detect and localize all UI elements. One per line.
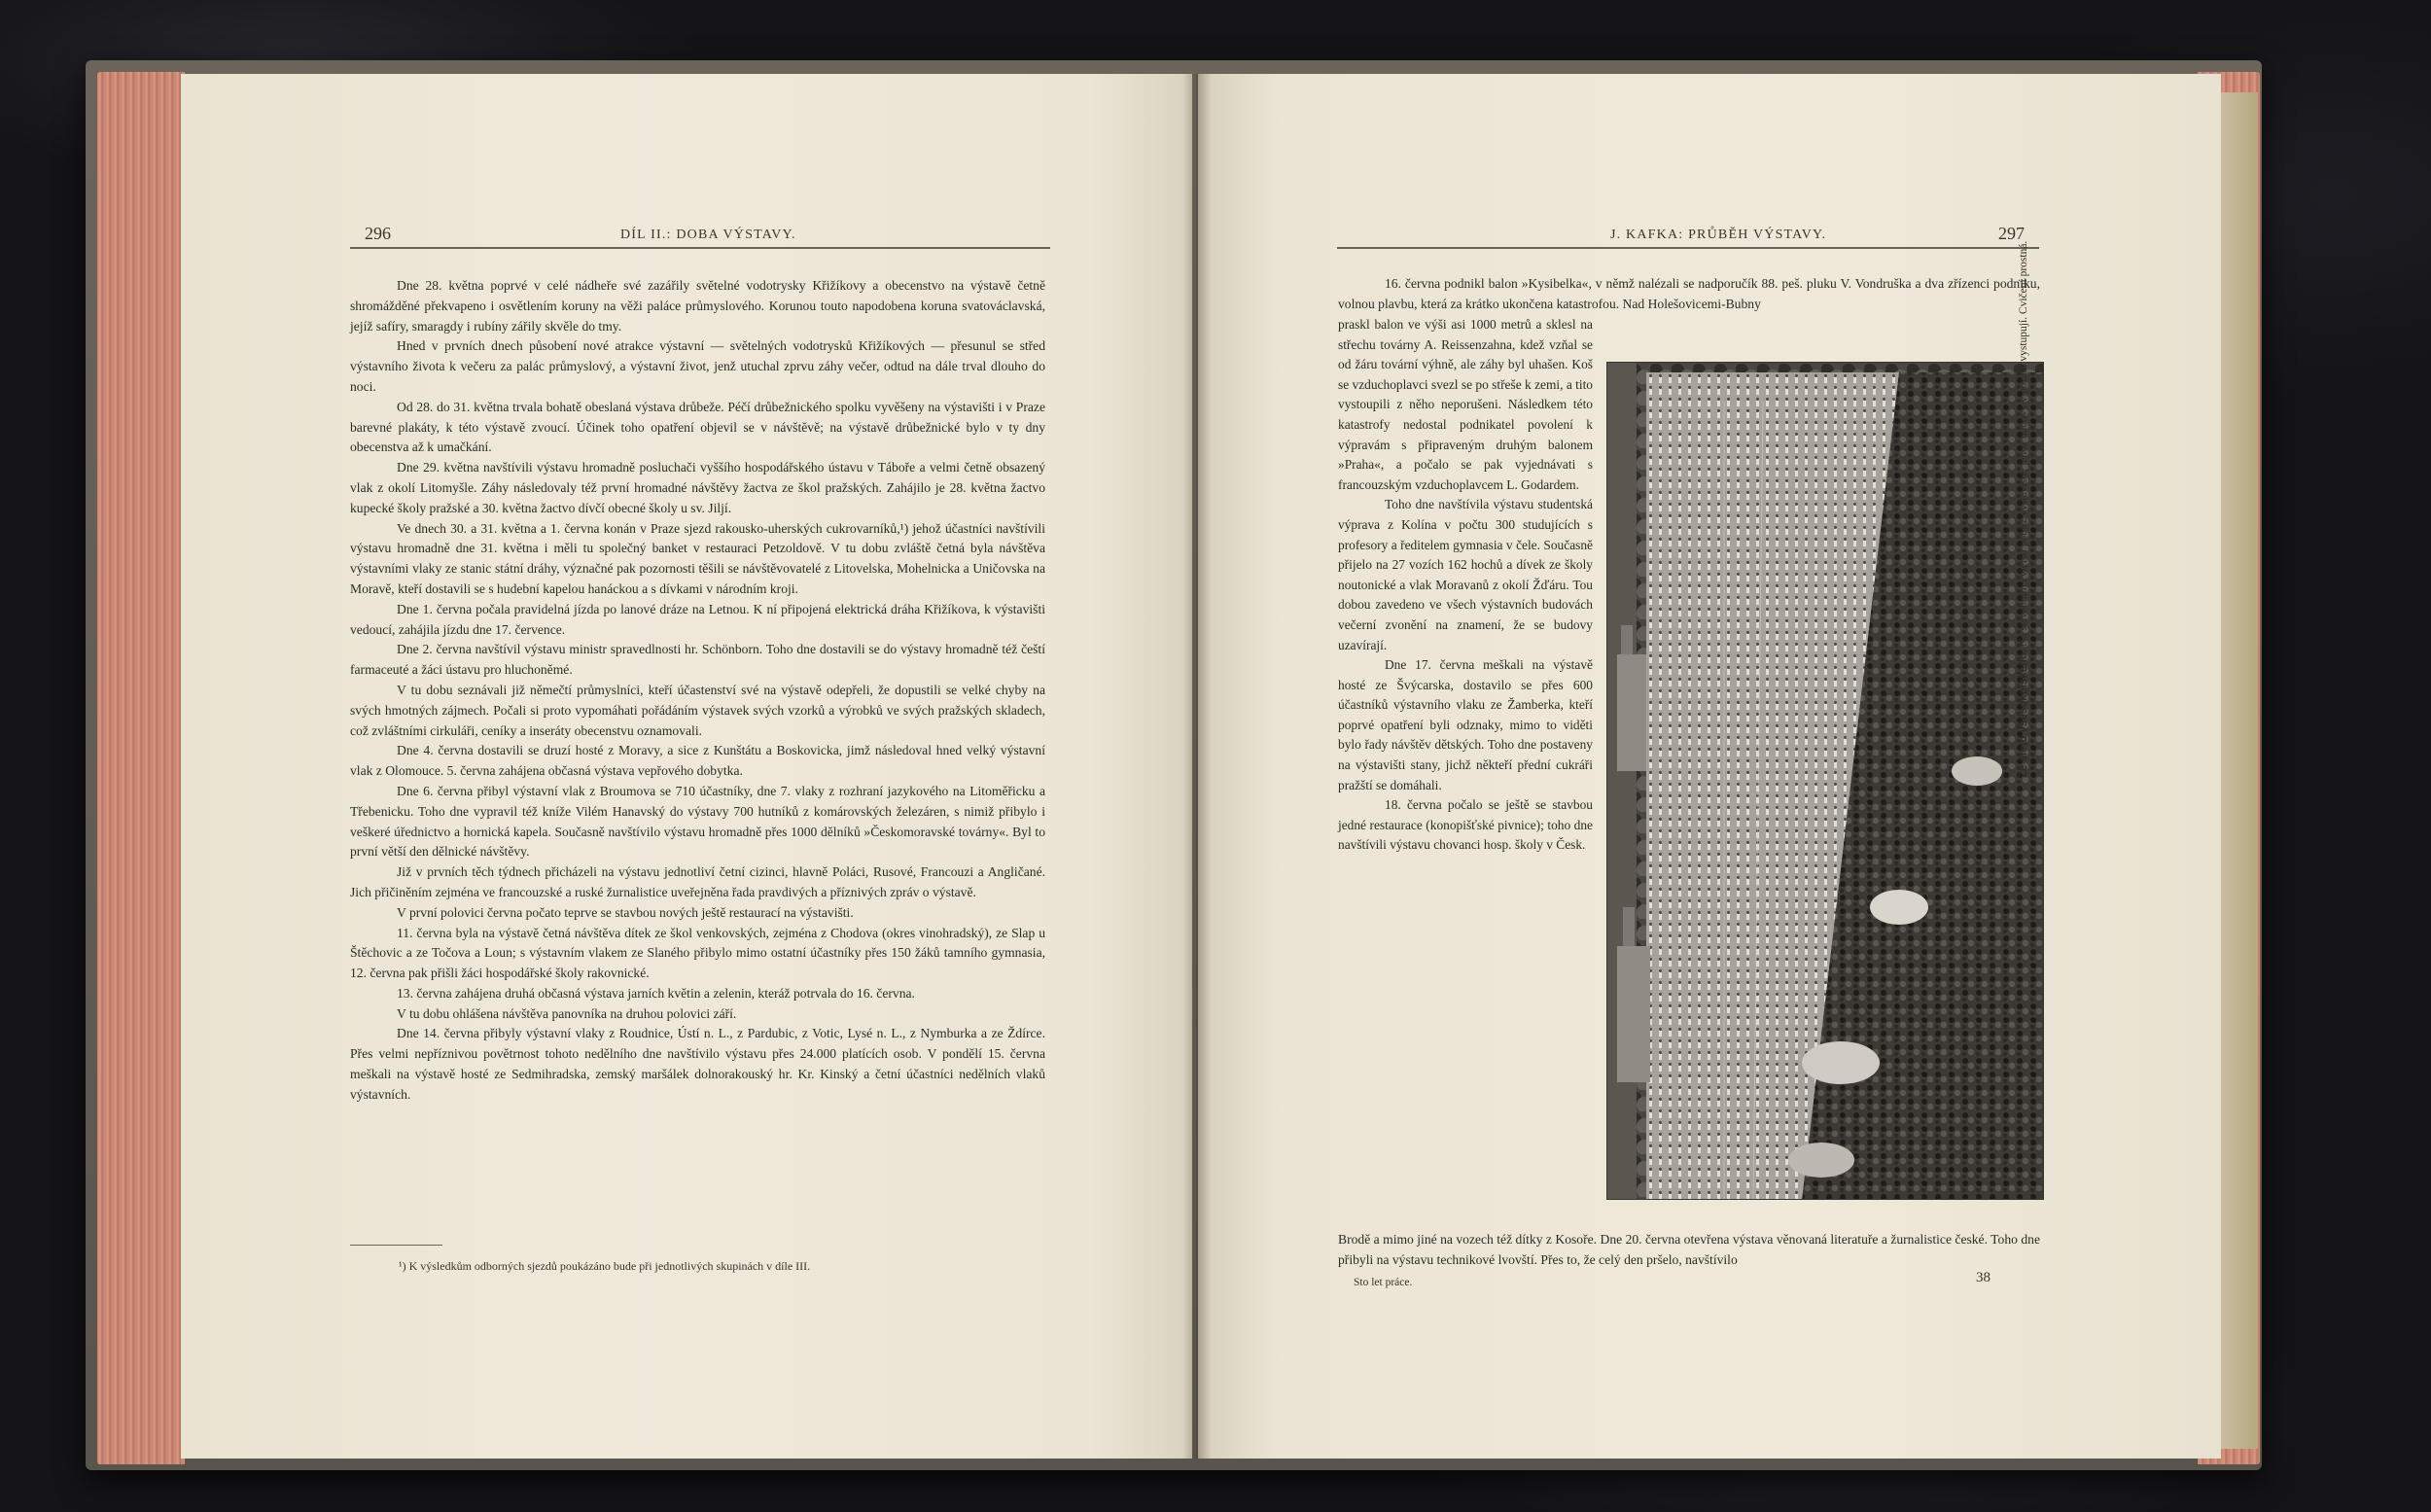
paragraph: praskl balon ve výši asi 1000 metrů a sklesl na střechu továrny A. Reissenzahna, kdež vzňal se od žáru tovární výhně, ale záhy byl uhašen. Koš se vzduchoplavci svezl se po střeše k zemi, a tito vystoupili z něho neporušeni. Následkem této katastrofy nedostal podnikatel povolení k výpravám s připraveným druhým balonem »Praha«, a počalo se pak vyjednávati s francouzským vzduchoplavcem L. Godardem. [1338,317,1593,492]
right-page-stack [2219,92,2258,1449]
paragraph: Dne 29. května navštívili výstavu hromadně posluchači vyššího hospodářského ústavu v Táboře a velmi četně obsazený vlak z okolí Litomyšle. Záhy následovaly též první hromadné návštěvy žactva ze škol pražských. Zahájilo je 28. května žactvo kupecké školy pražské a 30. května žactvo dívčí obecné školy u sv. Jiljí. [350,460,1045,515]
right-bottom-text [1338,1230,2040,1271]
paragraph: 11. června byla na výstavě četná návštěva dítek ze škol venkovských, zejména z Chodova (okres vinohradský), ze Slap u Štěchovic a ze Točova a Loun; s výstavním vlakem ze Slaného přibylo mimo ostatní účastníky přes 150 žáků tamního gymnasia, 12. června pak přišli žáci hospodářské školy rakovnické. [350,925,1045,981]
paragraph: Dne 6. června přibyl výstavní vlak z Broumova se 710 účastníky, dne 7. vlaky z rozhraní jazykového na Litoměřicku a Třebenicku. Toho dne vypravil též kníže Vilém Hanavský do výstavy 700 hutníků z komárovských železáren, s nimiž přibylo i veškeré úřednictvo a hornická kapela. Současně navštívilo výstavu hromadně přes 1000 dělníků »Českomoravské továrny«. Byl to první větší den dělnické návštěvy. [350,783,1045,860]
paragraph: Toho dne navštívila výstavu studentská výprava z Kolína v počtu 300 studujících s profesory a ředitelem gymnasia v čele. Současně přijelo na 27 vozích 162 hochů a dívek ze školy noutonické a vlak Moravanů z okolí Žďáru. Tou dobou zavedeno ve všech výstavních budovách večerní zvonění na znamení, že se budovy uzavírají. [1338,497,1593,652]
paragraph: Dne 1. června počala pravidelná jízda po lanové dráze na Letnou. K ní připojená elektrická dráha Křižíkova, k výstavišti vedoucí, zahájila jízdu dne 17. července. [350,601,1045,637]
right-intro-text [1338,274,2040,315]
right-running-head: J. KAFKA: PRŮBĚH VÝSTAVY. [1610,228,1827,242]
caption-text: Na stavebním cvičišti poblíž výstaviště, jehož budovy v pozadí vystupují. Cvičení prostná. [2018,240,2029,647]
left-header-rule [350,247,1050,249]
left-page-number: 296 [365,224,391,243]
paragraph: 18. června počalo se ještě se stavbou jedné restaurace (konopišťské pivnice); toho dne navštívili výstavu chovanci hosp. školy v Česk. [1338,797,1593,853]
paragraph: Dne 14. června přibyly výstavní vlaky z Roudnice, Ústí n. L., z Pardubic, z Votic, Lysé n. L., z Nymburka a ze Ždírce. Přes velmi nepříznivou povětrnost tohoto nedělního dne navštívilo výstavu přes 24.000 platících osob. V pondělí 15. června meškali na výstavě hosté ze Sedmihradska, zemský maršálek dolnorakouský hr. Kr. Kinský a četní účastníci nedělních vlaků výstavních. [350,1026,1045,1102]
footnote-rule [350,1245,442,1246]
photograph-sokol-gathering [1606,362,2044,1200]
paragraph: V tu dobu seznávali již němečtí průmyslníci, kteří účastenství své na výstavě odepřeli, že dopustili se velké chyby na svých hmotných zájmech. Počali si proto vypomáhati pořádáním výstavek svých vzorků a výrobků ve svých pražských skladech, což zvláštními cirkuláři, ceníky a inseráty obecenstvu oznamovali. [350,682,1045,738]
right-page-number: 297 [1998,224,2025,243]
paragraph: Již v prvních těch týdnech přicházeli na výstavu jednotliví četní cizinci, hlavně Poláci, Rusové, Francouzi a Angličané. Jich přičiněním zejména ve francouzské a ruské žurnalistice uveřejněna řada pravdivých a příznivých zpráv o výstavě. [350,864,1045,899]
footnote: ¹) K výsledkům odborných sjezdů poukázáno bude při jednotlivých skupinách v díle III. [399,1259,811,1273]
paragraph: Od 28. do 31. května trvala bohatě obeslaná výstava drůbeže. Péčí drůbežnického spolku vyvěšeny na výstavišti i v Praze barevné plakáty, k této výstavě zvoucí. Účinek toho opatření objevil se v návštěvě; na výstavě drůbežnické bylo v ty dny obecenstva až k umačkání. [350,399,1045,455]
paragraph: Brodě a mimo jiné na vozech též dítky z Kosoře. Dne 20. června otevřena výstava věnovaná literatuře a žurnalistice české. Toho dne přibyli na výstavu technikové lvovští. Přes to, že celý den pršelo, navštívilo [1338,1232,2040,1267]
paragraph: V první polovici června počato teprve se stavbou nových ještě restaurací na výstavišti. [397,904,854,920]
caption-title: Ze sletu všesokolského. [2018,649,2029,778]
sheet-number: 38 [1976,1270,1991,1285]
paragraph: 13. června zahájena druhá občasná výstava jarních květin a zelenin, kteráž potrvala do 16. června. [397,985,915,1001]
paragraph: V tu dobu ohlášena návštěva panovníka na druhou polovici září. [397,1005,737,1021]
book-gutter [1182,74,1212,1459]
right-header-rule [1337,247,2039,249]
paragraph: Dne 2. června navštívil výstavu ministr spravedlnosti hr. Schönborn. Toho dne dostavili se do výstavy hromadně též čeští farmaceuté a žáci ústavu pro hluchoněmé. [350,642,1045,678]
paragraph: Dne 17. června meškali na výstavě hosté ze Švýcarska, dostavilo se přes 600 účastníků výstavního vlaku ze Žamberka, kteří poprvé opatření byli odznaky, mimo to viděti bylo řady návštěv dětských. Toho dne postaveny na výstavišti stany, jichž někteří přední cukráři pražští se domáhali. [1338,657,1593,792]
left-body-text [350,276,1045,1106]
left-running-head: DÍL II.: DOBA VÝSTAVY. [620,228,796,242]
paragraph: Ve dnech 30. a 31. května a 1. června konán v Praze sjezd rakousko-uherských cukrovarníků,¹) jehož účastníci navštívili výstavu hromadně dne 31. května i měli tu společný banket v restauraci Petzoldově. V tu dobu zvláště četná byla návštěva výstavními vlaky ze stanic státní dráhy, význačné pak pozornosti těšili se návštěvovatelé z Litovelska, Mohelnicka a Uničovska na Moravě, kteří dostavili se s hudební kapelou hanáckou a s dívkami v národním kroji. [350,520,1045,596]
paragraph: Hned v prvních dnech působení nové atrakce výstavní — světelných vodotrysků Křižíkových — přesunul se střed výstavního života k večeru za palác průmyslový, a výstavní život, jenž utuchal zprvu záhy večer, odtud na dále trval dlouho do noci. [350,338,1045,394]
paragraph: 16. června podnikl balon »Kysibelka«, v němž nalézali se nadporučík 88. peš. pluku V. Vondruška a dva zřízenci podniku, volnou plavbu, která za krátko ukončena katastrofou. Nad Holešovicemi-Bubny [1338,276,2040,311]
photo-caption [2018,175,2029,778]
page-edges-left [97,72,185,1464]
right-column-text [1338,315,1593,856]
signature-line: Sto let práce. [1354,1277,1413,1288]
paragraph: Dne 4. června dostavili se druzí hosté z Moravy, a sice z Kunštátu a Boskovicka, jimž následoval hned velký výstavní vlak z Olomouce. 5. června zahájena občasná výstava vepřového dobytka. [350,743,1045,779]
paragraph: Dne 28. května poprvé v celé nádheře své zazářily světelné vodotrysky Křižíkovy a obecenstvo na výstavě četně shromážděné překvapeno i osvětlením koruny na věži paláce průmyslového. Korunou touto napodobena koruna svatováclavská, jejíž safíry, smaragdy i rubíny zářily skvěle do tmy. [350,278,1045,334]
